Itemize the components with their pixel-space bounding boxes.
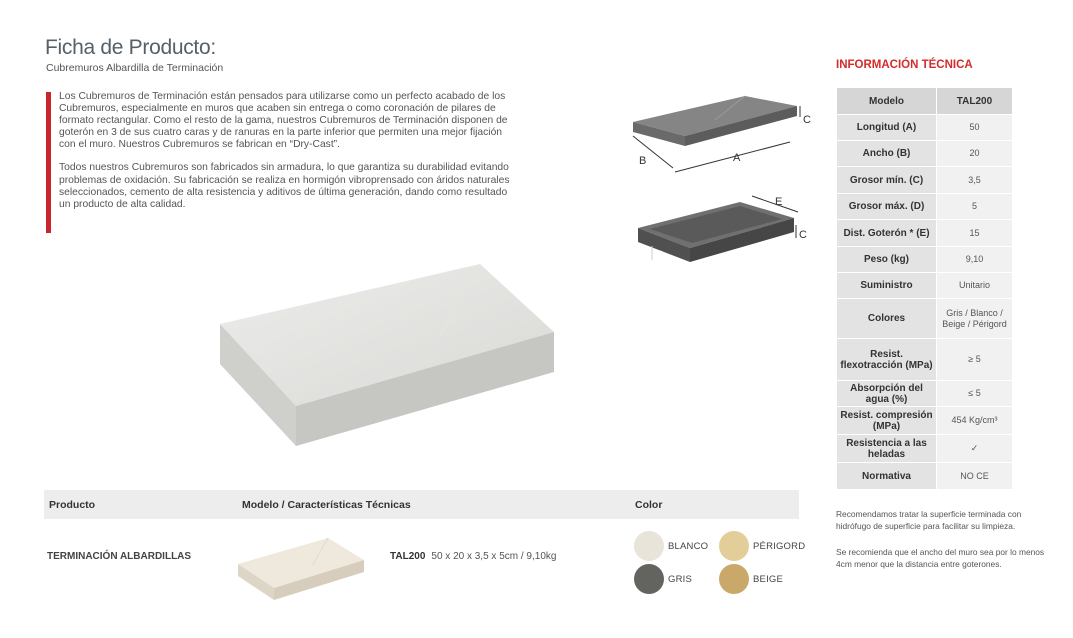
tech-row [837,435,1013,463]
tech-value: 454 Kg/cm³ [937,407,1013,435]
page-subtitle: Cubremuros Albardilla de Terminación [46,62,224,74]
tech-header-key: Modelo [837,88,937,115]
intro-paragraph-1: Los Cubremuros de Terminación están pensados para utilizarse como un perfecto acabado de los Cubremuros, especialmente en muros que acaben sin entrega o como coronación de pilares de formato rectangular. Como el resto de la gama, nuestros Cubremuros de Terminación disponen de goterón en 3 de sus cuatro caras y de ranuras en la parte inferior que permiten una mejor fijación con el muro. Nuestros Cubremuros se fabrican en “Dry-Cast”. [59,91,508,151]
tech-key: Colores [837,299,937,339]
tech-key: Absorpción del agua (%) [837,381,937,407]
product-thumbnail [232,528,372,608]
tech-info-table [836,87,1013,490]
tech-key: Peso (kg) [837,247,937,273]
tech-row [837,167,1013,194]
swatch-label-beige: BEIGE [753,574,784,585]
tech-value: Unitario [937,273,1013,299]
tech-header-row [837,88,1013,115]
frost-resistance-check-icon: ✓ [937,435,1013,463]
tech-value: NO CE [937,463,1013,490]
swatch-label-gris: GRIS [668,574,693,585]
dimension-diagram-top [625,90,820,180]
tech-key: Normativa [837,463,937,490]
tech-row [837,299,1013,339]
tech-value: Gris / Blanco / Beige / Périgord [937,299,1013,339]
intro-paragraph-2: Todos nuestros Cubremuros son fabricados sin armadura, lo que garantiza su durabilidad evitando problemas de oxidación. Su fabricación se realiza en hormigón vibroprensado con áridos naturales seleccionados, cemento de alta resistencia y aditivos de última generación, dando como resultado un producto de alta calidad. [59,162,510,210]
dimension-label-d: D [656,249,664,261]
page-title: Ficha de Producto: [45,36,216,59]
product-hero-image [140,240,600,480]
product-model [390,551,556,562]
tech-row [837,141,1013,167]
tech-value: ≥ 5 [937,339,1013,381]
swatch-gris [634,564,664,594]
note-wall-width: Se recomienda que el ancho del muro sea por lo menos 4cm menor que la distancia entre goterones. [836,547,1045,569]
note-surface-treatment: Recomendamos tratar la superficie terminada con hidrófugo de superficie para facilitar su limpieza. [836,509,1022,531]
tech-row [837,273,1013,299]
dimension-label-c: C [803,114,811,126]
tech-value: ≤ 5 [937,381,1013,407]
tech-key: Resist. compresión (MPa) [837,407,937,435]
dimension-diagram-bottom [630,192,825,284]
coping-underside-illustration [630,192,825,284]
product-table-header [44,490,799,519]
swatch-label-blanco: BLANCO [668,541,709,552]
product-specs: 50 x 20 x 3,5 x 5cm / 9,10kg [431,551,557,562]
tech-key: Longitud (A) [837,115,937,141]
tech-key: Ancho (B) [837,141,937,167]
dimension-label-c: C [799,229,807,241]
product-model-code: TAL200 [390,551,426,562]
tech-row [837,194,1013,220]
tech-row [837,115,1013,141]
tech-row [837,339,1013,381]
coping-thumbnail-illustration [232,528,372,608]
swatch-label-perigord: PÉRIGORD [753,541,806,552]
swatch-perigord [719,531,749,561]
tech-key: Grosor máx. (D) [837,194,937,220]
tech-row [837,220,1013,247]
tech-header-value: TAL200 [937,88,1013,115]
tech-value: 20 [937,141,1013,167]
tech-info-title: INFORMACIÓN TÉCNICA [836,59,973,71]
tech-row [837,247,1013,273]
tech-row [837,407,1013,435]
dimension-label-b: B [639,155,647,167]
dimension-label-e: E [775,196,783,208]
tech-value: 3,5 [937,167,1013,194]
tech-value: 9,10 [937,247,1013,273]
coping-hero-illustration [140,240,600,480]
tech-key: Grosor mín. (C) [837,167,937,194]
column-product: Producto [49,499,96,511]
swatch-blanco [634,531,664,561]
intro-text [59,91,519,222]
tech-row [837,381,1013,407]
tech-key: Suministro [837,273,937,299]
coping-top-view-illustration [625,90,820,180]
column-color: Color [635,499,663,511]
column-model: Modelo / Características Técnicas [242,499,411,511]
tech-key: Dist. Goterón * (E) [837,220,937,247]
tech-value: 5 [937,194,1013,220]
tech-row [837,463,1013,490]
dimension-label-a: A [733,152,741,164]
tech-value: 15 [937,220,1013,247]
product-name: TERMINACIÓN ALBARDILLAS [47,551,192,562]
tech-value: 50 [937,115,1013,141]
accent-bar [46,92,51,233]
tech-key: Resist. flexotracción (MPa) [837,339,937,381]
tech-key: Resistencia a las heladas [837,435,937,463]
swatch-beige [719,564,749,594]
